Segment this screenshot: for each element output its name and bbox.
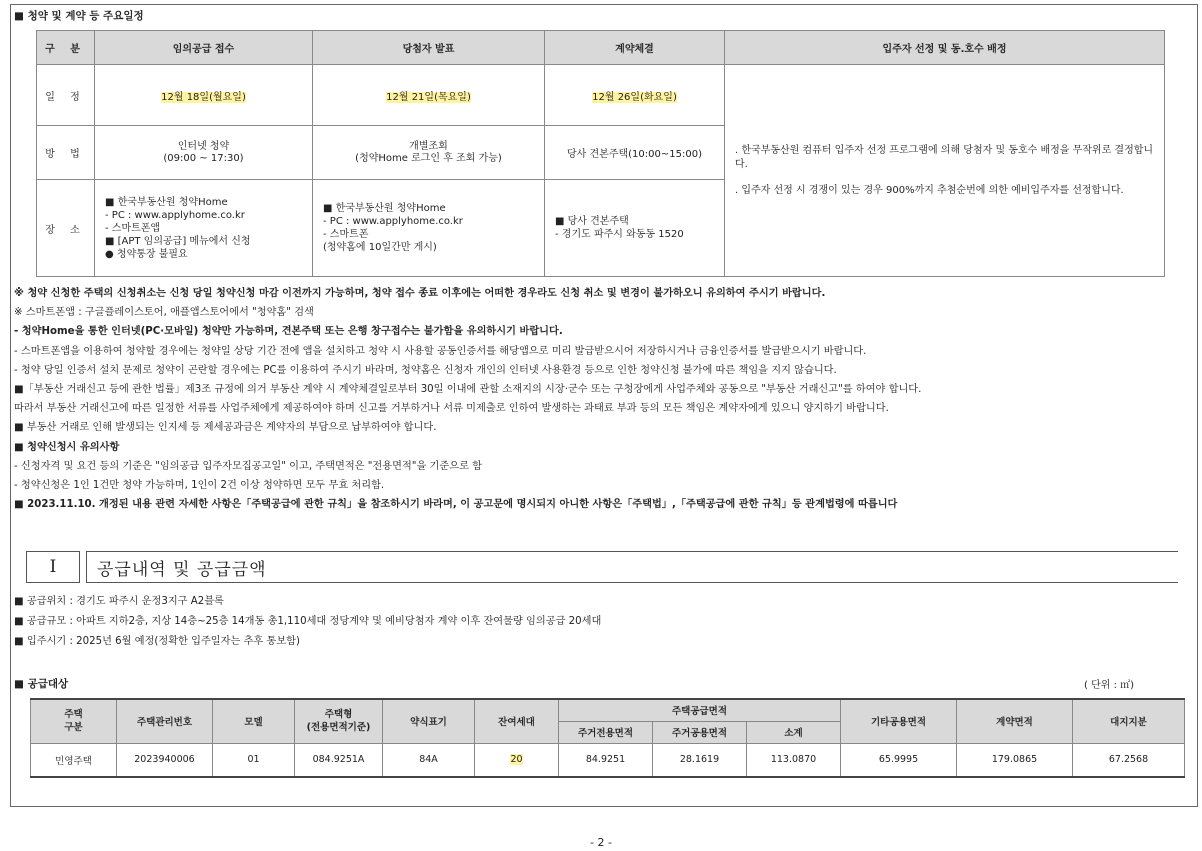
announce-method-line2: (청약Home 로그인 후 조회 가능) [355,152,502,164]
apply-method-line2: (09:00 ~ 17:30) [163,152,244,164]
contract-method: 당사 견본주택(10:00~15:00) [545,126,725,180]
announce-date-text: 12월 21일(목요일) [386,91,471,103]
header-housing-type: 주택 구분 [31,699,117,743]
header-remaining: 잔여세대 [475,699,559,743]
schedule-header-division: 구 분 [37,31,95,65]
note-line: ■「부동산 거래신고 등에 관한 법률」제3조 규정에 의거 부동산 계약 시 계약체결일로부터 30일 이내에 관할 소재지의 시장·군수 또는 구청장에게 사업주체와 공동으로 "부동산 거래신고"를 하여야 합니다. [14,384,922,396]
schedule-header-row [37,31,1165,65]
announce-date [313,65,545,126]
chapter-number: I [26,551,80,583]
note-line: - 스마트폰앱을 이용하여 청약할 경우에는 청약일 상당 기간 전에 앱을 설치하고 청약 시 사용할 공동인증서를 해당앱으로 미리 발급받으시어 저장하시거나 금융인증서를 발급받으시기 바랍니다. [14,345,867,357]
schedule-header-apply: 임의공급 접수 [95,31,313,65]
header-mgmt-no: 주택관리번호 [117,699,213,743]
selection-note-2: . 입주자 선정 시 경쟁이 있는 경우 900%까지 추첨순번에 의한 예비입주자를 선정합니다. [735,184,1124,196]
cell-mgmt-no: 2023940006 [117,743,213,777]
note-line: ※ 스마트폰앱 : 구글플레이스토어, 애플앱스토어에서 "청약홈" 검색 [14,307,314,319]
apply-place-line: ● 청약통장 불필요 [105,248,188,260]
note-line: ■ 부동산 거래로 인해 발생되는 인지세 등 제세공과금은 계약자의 부담으로 납부하여야 합니다. [14,422,437,434]
header-house-type-line2: (전용면적기준) [306,722,371,734]
apply-place-line: ■ [APT 임의공급] 메뉴에서 신청 [105,235,251,247]
row-label-place: 장 소 [37,180,95,277]
announce-place-line: ■ 한국부동산원 청약Home [323,203,446,214]
schedule-date-row [37,65,1165,126]
contract-place [545,180,725,277]
cell-subtotal: 113.0870 [747,743,841,777]
note-line: - 청약 당일 인증서 설치 문제로 청약이 곤란할 경우에는 PC를 이용하여 주시기 바라며, 청약홈은 신청자 개인의 인터넷 사용환경 등으로 인한 청약신청 불가에 따른 책임을 지지 않습니다. [14,364,837,376]
cell-remaining-value: 20 [510,754,523,766]
info-move-in: ■ 입주시기 : 2025년 6월 예정(정확한 입주일자는 추후 통보함) [14,636,300,647]
cell-other-common: 65.9995 [841,743,957,777]
cell-exclusive: 84.9251 [559,743,653,777]
note-line: ■ 2023.11.10. 개정된 내용 관련 자세한 사항은「주택공급에 관한 규칙」을 참조하시기 바라며, 이 공고문에 명시되지 아니한 사항은「주택법」,「주택공급에 관한 규칙」등 관계법령에 따릅니다 [14,499,898,511]
supply-table [30,698,1185,778]
note-line: 따라서 부동산 거래신고에 따른 일정한 서류를 사업주체에게 제공하여야 하며 신고를 거부하거나 서류 미제출로 인하여 발생하는 과태료 부과 등의 모든 책임은 계약자에게 있으니 양지하기 바랍니다. [14,403,889,415]
announce-place-line: - 스마트폰 [323,229,369,240]
apply-place-line: ■ 한국부동산원 청약Home [105,196,228,208]
header-other-common: 기타공용면적 [841,699,957,743]
header-contract-area: 계약면적 [957,699,1073,743]
note-line: ■ 청약신청시 유의사항 [14,441,120,453]
header-exclusive: 주거전용면적 [559,721,653,743]
header-land-share: 대지지분 [1073,699,1185,743]
cell-remaining [475,743,559,777]
notes-block [14,284,1194,514]
note-line: - 청약Home을 통한 인터넷(PC·모바일) 청약만 가능하며, 견본주택 또는 은행 창구접수는 불가함을 유의하시기 바랍니다. [14,326,563,338]
cell-type: 민영주택 [31,743,117,777]
page-number: - 2 - [590,836,612,849]
cell-contract-area: 179.0865 [957,743,1073,777]
apply-date-text: 12월 18일(월요일) [161,91,246,103]
header-common: 주거공용면적 [653,721,747,743]
contract-place-line: ■ 당사 견본주택 [555,216,629,227]
header-simple-mark: 약식표기 [383,699,475,743]
cell-common: 28.1619 [653,743,747,777]
note-line: ※ 청약 신청한 주택의 신청취소는 신청 당일 청약신청 마감 이전까지 가능하며, 청약 접수 종료 이후에는 어떠한 경우라도 신청 취소 및 변경이 불가하오니 유의하여 주시기 바랍니다. [14,288,826,299]
unit-label: ( 단위 : ㎡) [1084,680,1135,691]
info-location: ■ 공급위치 : 경기도 파주시 운정3지구 A2블록 [14,596,224,607]
header-supply-area: 주택공급면적 [559,699,841,721]
apply-place-line: - PC : www.applyhome.co.kr [105,209,245,221]
cell-model: 01 [213,743,295,777]
announce-place-line: (청약홈에 10일간만 게시) [323,242,437,253]
supply-row [31,743,1185,777]
schedule-table [36,30,1165,277]
announce-method-line1: 개별조회 [409,140,448,152]
supply-target-label: ■ 공급대상 [14,678,69,690]
schedule-header-contract: 계약체결 [545,31,725,65]
contract-place-line: - 경기도 파주시 와동동 1520 [555,229,684,240]
cell-land-share: 67.2568 [1073,743,1185,777]
schedule-header-selection: 입주자 선정 및 동.호수 배정 [725,31,1165,65]
contract-date-text: 12월 26일(화요일) [592,91,677,103]
info-scale: ■ 공급규모 : 아파트 지하2층, 지상 14층~25층 14개동 총1,110세대 정당계약 및 예비당첨자 계약 이후 잔여물량 임의공급 20세대 [14,616,602,627]
header-subtotal: 소계 [747,721,841,743]
apply-place-line: - 스마트폰앱 [105,222,161,234]
header-house-type [295,699,383,743]
row-label-method: 방 법 [37,126,95,180]
supply-header-row-1 [31,699,1185,721]
selection-info [725,65,1165,277]
note-line: - 신청자격 및 요건 등의 기준은 "임의공급 입주자모집공고일" 이고, 주택면적은 "전용면적"을 기준으로 함 [14,460,482,472]
cell-housing-type: 084.9251A [295,743,383,777]
announce-place-line: - PC : www.applyhome.co.kr [323,216,463,227]
schedule-section-title: ■ 청약 및 계약 등 주요일정 [14,10,144,22]
apply-method [95,126,313,180]
chapter-heading [26,551,1178,583]
announce-place [313,180,545,277]
selection-note-1: . 한국부동산원 컴퓨터 입주자 선정 프로그램에 의해 당첨자 및 동호수 배정을 무작위로 결정합니다. [735,144,1154,170]
announce-method [313,126,545,180]
chapter-title: 공급내역 및 공급금액 [86,551,1178,583]
supply-info [14,592,601,652]
schedule-header-announce: 당첨자 발표 [313,31,545,65]
apply-place [95,180,313,277]
apply-date [95,65,313,126]
cell-simple-mark: 84A [383,743,475,777]
apply-method-line1: 인터넷 청약 [177,140,230,152]
contract-date [545,65,725,126]
row-label-date: 일 정 [37,65,95,126]
header-house-type-line1: 주택형 [324,709,353,721]
note-line: - 청약신청은 1인 1건만 청약 가능하며, 1인이 2건 이상 청약하면 모두 무효 처리함. [14,480,385,492]
header-model: 모델 [213,699,295,743]
